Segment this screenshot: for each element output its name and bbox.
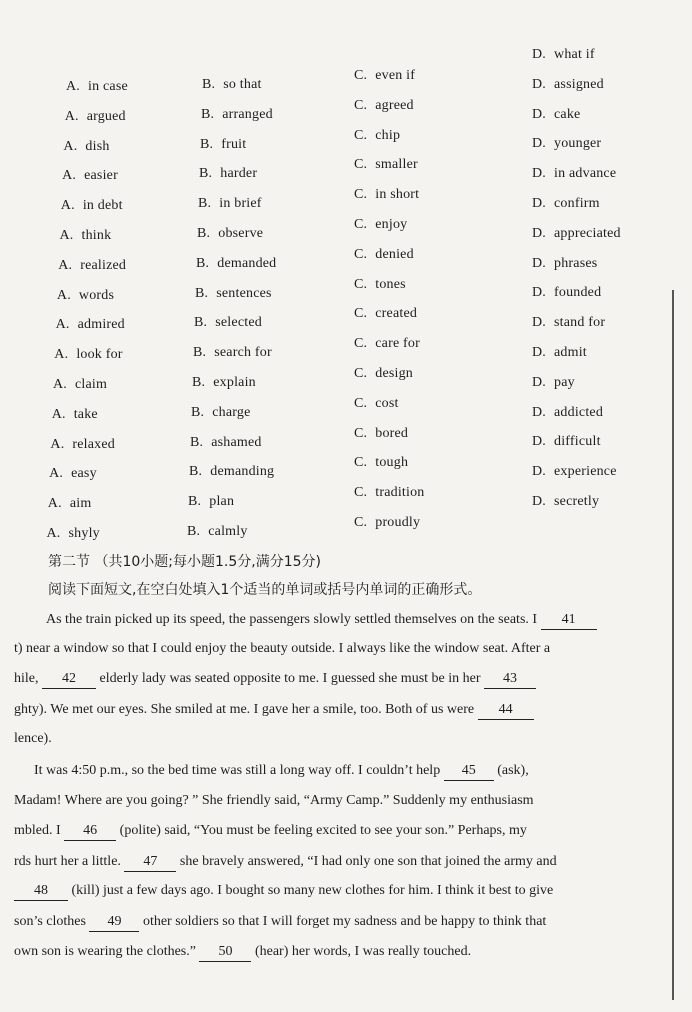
- option-b-10: [193, 345, 272, 361]
- passage-line: [14, 701, 534, 720]
- option-letter: A.: [63, 138, 78, 154]
- option-b-5: [198, 196, 262, 212]
- option-d-14: [532, 434, 601, 450]
- option-b-3: [200, 137, 246, 153]
- option-letter: C.: [354, 217, 368, 232]
- option-text: admired: [77, 317, 125, 333]
- option-text: calmly: [208, 524, 248, 539]
- option-letter: C.: [354, 425, 368, 441]
- option-d-3: [532, 107, 580, 123]
- option-text: in brief: [219, 196, 262, 212]
- option-text: easy: [71, 466, 97, 482]
- option-text: in advance: [554, 166, 617, 182]
- passage-line: [14, 913, 546, 932]
- option-text: search for: [214, 345, 272, 361]
- option-c-14: [354, 455, 408, 471]
- option-letter: D.: [532, 136, 547, 152]
- passage-text: (hear) her words, I was really touched.: [254, 944, 472, 959]
- option-letter: C.: [354, 157, 368, 173]
- option-a-13: [50, 437, 115, 453]
- option-letter: C.: [354, 276, 368, 292]
- option-b-4: [199, 166, 257, 182]
- option-letter: C.: [354, 306, 368, 322]
- section-instruction: 阅读下面短文,在空白处填入1个适当的单词或括号内单词的正确形式。: [48, 582, 482, 598]
- option-letter: A.: [64, 108, 79, 124]
- option-text: agreed: [375, 97, 414, 113]
- option-letter: D.: [532, 315, 547, 331]
- option-letter: A.: [66, 79, 81, 94]
- passage-line: [14, 853, 557, 872]
- option-b-12: [191, 405, 251, 421]
- option-a-1: [66, 79, 128, 95]
- option-b-2: [201, 107, 273, 123]
- option-letter: D.: [532, 76, 547, 92]
- option-letter: A.: [58, 257, 73, 273]
- blank-47: 47: [124, 853, 176, 872]
- option-text: explain: [213, 375, 256, 390]
- option-letter: B.: [192, 375, 206, 390]
- passage-text: elderly lady was seated opposite to me. I guessed she must be in her: [99, 671, 481, 686]
- option-text: experience: [554, 464, 617, 480]
- passage-text: lence).: [14, 731, 52, 746]
- option-letter: A.: [55, 317, 70, 333]
- option-letter: A.: [59, 228, 74, 243]
- option-text: realized: [80, 257, 127, 273]
- option-letter: B.: [189, 464, 203, 480]
- passage-line: [14, 943, 471, 962]
- option-d-4: [532, 136, 601, 152]
- option-a-9: [56, 317, 125, 333]
- option-letter: C.: [354, 485, 368, 501]
- option-a-2: [65, 109, 126, 125]
- option-c-12: [354, 396, 399, 412]
- option-c-15: [354, 485, 425, 501]
- passage-text: (ask),: [497, 763, 529, 778]
- passage-text: own son is wearing the clothes.”: [14, 944, 196, 959]
- blank-44: 44: [478, 701, 534, 720]
- option-b-14: [189, 464, 274, 480]
- passage-text: As the train picked up its speed, the passengers slowly settled themselves on the seats. I: [46, 612, 538, 627]
- passage-line: [14, 822, 527, 841]
- option-letter: A.: [60, 198, 75, 214]
- option-d-5: [532, 166, 616, 182]
- option-letter: C.: [354, 68, 368, 83]
- option-text: smaller: [375, 157, 418, 173]
- section-title: 第二节 （共10小题;每小题1.5分,满分15分): [48, 554, 321, 570]
- option-text: arranged: [222, 106, 273, 122]
- option-letter: B.: [200, 136, 214, 152]
- option-c-2: [354, 98, 414, 114]
- option-text: bored: [375, 425, 409, 441]
- passage-text: Madam! Where are you going? ” She friendly said, “Army Camp.” Suddenly my enthusiasm: [14, 793, 534, 808]
- option-text: dish: [85, 138, 110, 154]
- option-letter: D.: [532, 345, 547, 360]
- option-text: chip: [375, 127, 401, 143]
- passage-text: hile,: [14, 671, 39, 686]
- option-a-12: [52, 407, 98, 423]
- option-text: in short: [375, 187, 420, 203]
- option-letter: A.: [49, 466, 64, 482]
- option-b-11: [192, 375, 256, 391]
- passage-line: [14, 670, 536, 689]
- option-text: think: [81, 228, 112, 243]
- blank-43: 43: [484, 670, 536, 689]
- option-a-3: [63, 139, 109, 155]
- option-letter: A.: [46, 526, 61, 541]
- option-c-13: [354, 426, 408, 442]
- passage-text: mbled. I: [14, 823, 61, 838]
- option-letter: D.: [532, 196, 547, 211]
- blank-41: 41: [541, 611, 597, 630]
- option-text: take: [73, 406, 98, 422]
- option-b-1: [202, 77, 262, 93]
- option-text: charge: [212, 404, 251, 420]
- page-edge-line: [672, 290, 674, 1000]
- blank-49: 49: [89, 913, 139, 932]
- option-d-6: [532, 196, 600, 212]
- option-b-8: [195, 286, 272, 302]
- option-c-4: [354, 157, 418, 173]
- option-text: shyly: [68, 526, 100, 541]
- option-letter: C.: [354, 366, 368, 381]
- option-d-2: [532, 77, 604, 93]
- option-text: denied: [375, 246, 414, 262]
- option-text: selected: [215, 315, 262, 331]
- passage-line: [14, 640, 550, 658]
- option-letter: B.: [197, 226, 211, 241]
- option-a-14: [49, 466, 97, 482]
- option-letter: D.: [532, 106, 547, 122]
- passage-text: rds hurt her a little.: [14, 854, 121, 869]
- option-text: even if: [375, 68, 416, 83]
- option-b-15: [188, 494, 234, 510]
- option-text: created: [375, 306, 418, 322]
- option-c-8: [354, 277, 406, 293]
- option-d-7: [532, 226, 621, 242]
- option-d-13: [532, 405, 603, 421]
- option-letter: C.: [354, 97, 368, 113]
- option-d-1: [532, 47, 595, 63]
- option-a-6: [60, 228, 112, 244]
- blank-46: 46: [64, 822, 116, 841]
- option-text: secretly: [554, 494, 600, 509]
- passage-line: [14, 792, 534, 810]
- option-b-9: [194, 315, 262, 331]
- option-letter: B.: [188, 494, 202, 510]
- option-b-6: [197, 226, 263, 242]
- option-a-11: [53, 377, 107, 393]
- option-a-5: [61, 198, 123, 214]
- option-text: tradition: [375, 485, 425, 501]
- option-letter: A.: [50, 436, 65, 452]
- option-text: proudly: [375, 515, 421, 530]
- option-text: appreciated: [554, 225, 621, 241]
- option-letter: D.: [532, 404, 547, 420]
- option-a-7: [58, 258, 126, 274]
- option-letter: D.: [532, 494, 547, 509]
- blank-50: 50: [199, 943, 251, 962]
- option-c-5: [354, 187, 419, 203]
- option-letter: D.: [532, 434, 547, 450]
- option-a-15: [48, 496, 92, 512]
- option-text: what if: [554, 47, 595, 62]
- passage-text: ghty). We met our eyes. She smiled at me. I gave her a smile, too. Both of us were: [14, 702, 475, 717]
- passage-line: [46, 611, 597, 630]
- option-text: cake: [554, 106, 581, 122]
- option-letter: C.: [354, 187, 368, 203]
- option-d-15: [532, 464, 617, 480]
- option-text: difficult: [554, 434, 601, 450]
- option-c-9: [354, 306, 417, 322]
- option-letter: D.: [532, 225, 547, 241]
- option-letter: D.: [532, 255, 547, 271]
- option-letter: A.: [53, 377, 68, 392]
- passage-text: (polite) said, “You must be feeling excited to see your son.” Perhaps, my: [119, 823, 527, 838]
- option-letter: C.: [354, 455, 368, 471]
- option-d-10: [532, 315, 605, 331]
- option-c-1: [354, 68, 415, 84]
- passage-line: [34, 762, 529, 781]
- option-letter: A.: [54, 347, 69, 363]
- option-c-6: [354, 217, 407, 233]
- option-text: demanded: [217, 255, 277, 271]
- option-letter: D.: [532, 285, 547, 301]
- option-text: confirm: [554, 196, 600, 211]
- option-text: tough: [375, 455, 409, 471]
- option-text: addicted: [554, 404, 604, 420]
- passage-text: she bravely answered, “I had only one son that joined the army and: [179, 854, 557, 869]
- option-a-8: [57, 288, 114, 304]
- option-text: younger: [554, 136, 602, 152]
- option-text: care for: [375, 336, 420, 352]
- option-letter: A.: [47, 496, 62, 512]
- option-letter: D.: [532, 374, 547, 390]
- option-a-16: [47, 526, 100, 542]
- option-text: enjoy: [375, 217, 408, 232]
- option-text: demanding: [210, 464, 275, 480]
- option-letter: B.: [191, 404, 205, 420]
- option-letter: B.: [194, 315, 208, 331]
- option-letter: B.: [187, 524, 201, 539]
- option-letter: C.: [354, 246, 368, 262]
- option-letter: C.: [354, 395, 368, 411]
- option-letter: B.: [196, 255, 210, 271]
- option-text: so that: [223, 77, 262, 92]
- option-letter: D.: [532, 166, 547, 182]
- option-d-12: [532, 375, 575, 391]
- option-a-10: [54, 347, 122, 363]
- option-text: in case: [88, 79, 128, 94]
- option-text: pay: [554, 374, 575, 390]
- option-letter: B.: [193, 345, 207, 361]
- option-letter: A.: [56, 287, 71, 303]
- option-letter: B.: [198, 196, 212, 212]
- option-text: ashamed: [211, 434, 262, 450]
- option-text: easier: [84, 168, 118, 184]
- option-b-7: [196, 256, 276, 272]
- option-text: harder: [220, 166, 258, 182]
- passage-text: son’s clothes: [14, 914, 86, 929]
- passage-line: [14, 730, 52, 748]
- option-letter: B.: [202, 77, 216, 92]
- passage-text: (kill) just a few days ago. I bought so many new clothes for him. I think it best to give: [71, 883, 554, 898]
- option-text: founded: [554, 285, 602, 301]
- option-letter: B.: [190, 434, 204, 450]
- option-d-11: [532, 345, 587, 361]
- option-text: in debt: [82, 198, 123, 214]
- option-text: claim: [75, 377, 108, 392]
- option-letter: D.: [532, 47, 547, 62]
- blank-42: 42: [42, 670, 96, 689]
- option-text: design: [375, 366, 414, 381]
- option-d-9: [532, 285, 601, 301]
- option-letter: C.: [354, 127, 368, 143]
- option-c-16: [354, 515, 420, 531]
- option-text: relaxed: [72, 436, 115, 452]
- option-c-7: [354, 247, 414, 263]
- passage-text: t) near a window so that I could enjoy the beauty outside. I always like the window seat. After a: [14, 641, 551, 656]
- option-text: plan: [209, 494, 235, 510]
- passage-text: other soldiers so that I will forget my sadness and be happy to think that: [142, 914, 547, 929]
- option-text: cost: [375, 395, 399, 411]
- option-letter: A.: [62, 168, 77, 184]
- option-c-11: [354, 366, 413, 382]
- option-d-16: [532, 494, 599, 510]
- blank-48: 48: [14, 882, 68, 901]
- option-b-13: [190, 435, 262, 451]
- option-letter: C.: [354, 336, 368, 352]
- option-letter: B.: [201, 106, 215, 122]
- option-a-4: [62, 168, 118, 184]
- option-letter: D.: [532, 464, 547, 480]
- blank-45: 45: [444, 762, 494, 781]
- option-text: observe: [218, 226, 264, 241]
- option-text: assigned: [554, 76, 604, 92]
- option-text: sentences: [216, 285, 272, 301]
- passage-line: [14, 882, 553, 901]
- option-letter: C.: [354, 515, 368, 530]
- option-text: admit: [554, 345, 587, 360]
- option-text: stand for: [554, 315, 606, 331]
- option-text: fruit: [221, 136, 247, 152]
- option-b-16: [187, 524, 248, 540]
- option-letter: B.: [199, 166, 213, 182]
- option-text: aim: [69, 496, 92, 512]
- option-text: look for: [76, 347, 123, 363]
- option-d-8: [532, 256, 597, 272]
- option-c-3: [354, 128, 400, 144]
- option-text: tones: [375, 276, 406, 292]
- option-text: words: [78, 287, 115, 303]
- option-letter: B.: [195, 285, 209, 301]
- option-letter: A.: [51, 406, 66, 422]
- option-text: argued: [86, 108, 126, 124]
- option-c-10: [354, 336, 420, 352]
- passage-text: It was 4:50 p.m., so the bed time was still a long way off. I couldn’t help: [34, 763, 441, 778]
- option-text: phrases: [554, 255, 598, 271]
